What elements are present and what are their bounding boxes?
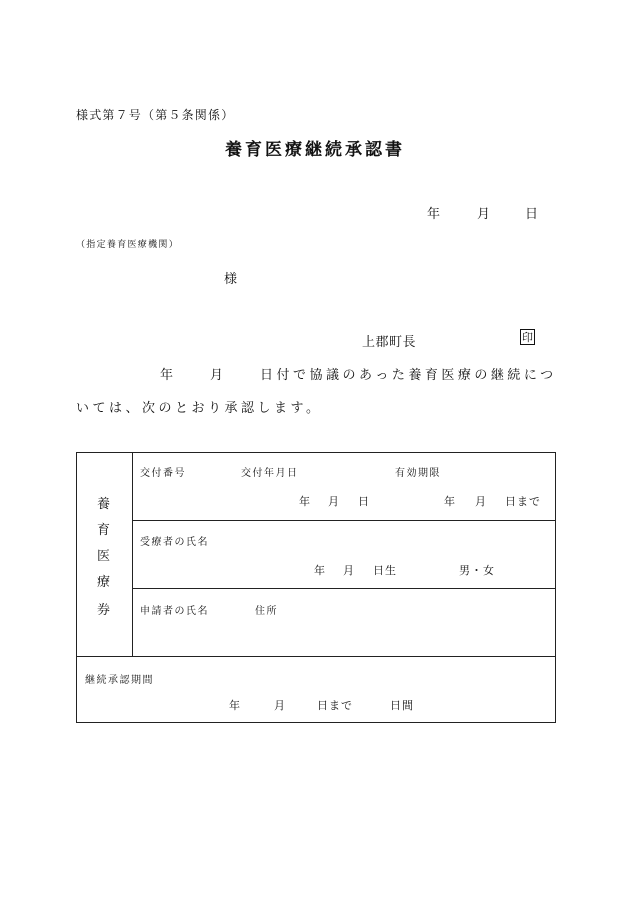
body-line-1: 日付で協議のあった養育医療の継続につ — [260, 368, 557, 383]
side-label-char-3: 医 — [97, 549, 111, 564]
row-divider-1 — [132, 520, 555, 521]
period-year: 年 — [229, 699, 241, 712]
date-day-label: 日 — [525, 207, 539, 222]
issue-date-label: 交付年月日 — [241, 468, 299, 479]
side-label-char-4: 療 — [97, 575, 111, 590]
validity-label: 有効期限 — [395, 468, 441, 479]
issue-day: 日 — [358, 495, 370, 508]
seal-mark: 印 — [522, 331, 533, 344]
side-label-char-2: 育 — [97, 523, 111, 538]
document-title: 養育医療継続承認書 — [225, 140, 405, 160]
valid-year: 年 — [444, 495, 456, 508]
birth-month: 月 — [343, 564, 355, 577]
row-divider-2 — [132, 588, 555, 589]
institution-label: （指定養育医療機関） — [76, 240, 180, 250]
form-number: 様式第７号（第５条関係） — [76, 108, 235, 122]
body-year-label: 年 — [160, 368, 177, 383]
applicant-name-label: 申請者の氏名 — [140, 606, 209, 617]
birth-day: 日生 — [373, 564, 397, 577]
body-line-2: いては、次のとおり承認します。 — [76, 401, 323, 416]
issue-number-label: 交付番号 — [140, 468, 186, 479]
address-label: 住所 — [255, 606, 278, 617]
date-year-label: 年 — [427, 207, 441, 222]
date-month-label: 月 — [477, 207, 491, 222]
honorific-label: 様 — [224, 272, 238, 287]
issuer-name: 上郡町長 — [362, 335, 417, 350]
period-until: 日まで — [317, 699, 353, 712]
sex-options: 男・女 — [459, 564, 495, 577]
valid-until: 日まで — [505, 495, 541, 508]
period-label: 継続承認期間 — [85, 675, 154, 686]
period-days: 日間 — [390, 699, 414, 712]
approval-table — [76, 452, 556, 723]
valid-month: 月 — [475, 495, 487, 508]
issue-year: 年 — [299, 495, 311, 508]
row-divider-3 — [77, 656, 555, 657]
side-column-divider — [132, 453, 133, 656]
period-month: 月 — [274, 699, 286, 712]
body-month-label: 月 — [210, 368, 227, 383]
patient-name-label: 受療者の氏名 — [140, 537, 209, 548]
side-label-char-1: 養 — [97, 497, 111, 512]
issue-month: 月 — [328, 495, 340, 508]
birth-year: 年 — [314, 564, 326, 577]
side-label-char-5: 券 — [97, 603, 111, 618]
